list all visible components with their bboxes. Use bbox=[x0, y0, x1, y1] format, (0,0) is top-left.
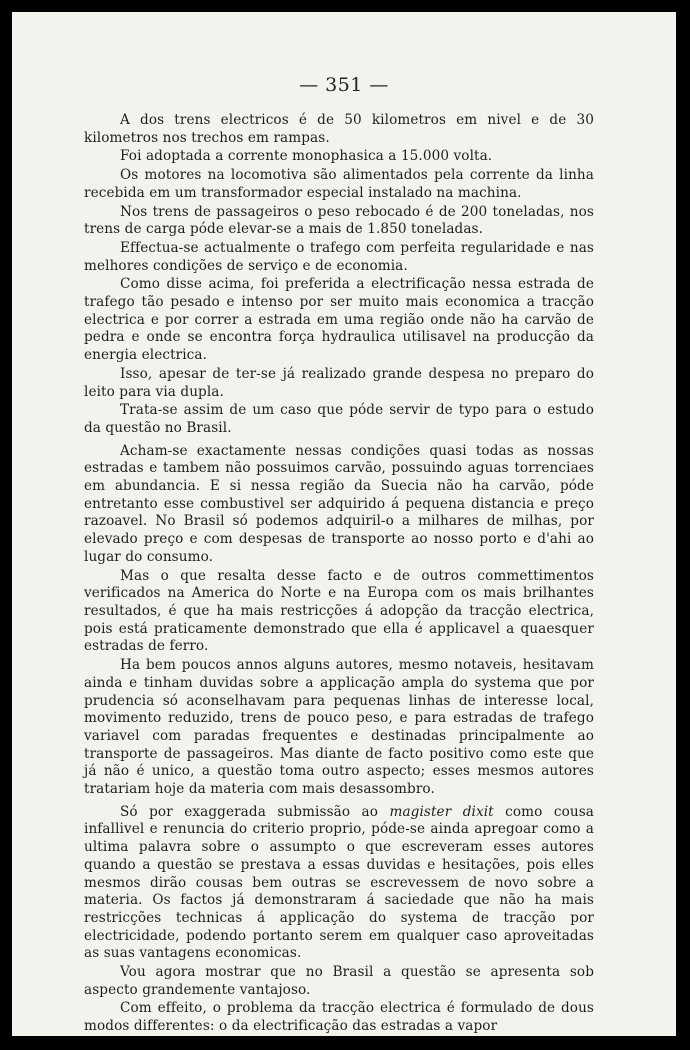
paragraph-current: Foi adoptada a corrente monophasica a 15.000 volta. bbox=[120, 148, 493, 165]
body-text bbox=[84, 112, 594, 1036]
magister-dixit-italic: magister dixit bbox=[389, 803, 494, 820]
paragraph-brazil-conditions: Acham-se exactamente nessas condições quasi todas as nossas estradas e tambem não possuimos carvão, possuindo aguas torrenciaes em abundancia. E si nessa região da Suecia não ha carvão, póde entretanto esse combustivel ser adquirido á pequena distancia e preço razoavel. No Brasil só podemos adquiril-o a milhares de milhas, por elevado preço e com despesas de transporte ao nosso porto e d'ahi ao lugar do consumo. bbox=[84, 442, 594, 565]
magister-rest: como cousa infallivel e renuncia do criterio proprio, póde-se ainda apregoar como a ultima palavra sobre o assumpto o que escreveram esses autores quando a questão se prestava a essas duvidas e hesitações, pois elles mesmos dirão cousas bem outras se escrevessem de novo sobre a materia. Os factos já demonstraram á saciedade que não ha mais restricções technicas á applicação do systema de tracção por electricidade, podendo portanto serem em qualquer caso aproveitadas as suas vantagens economicas. bbox=[84, 803, 594, 962]
paragraph-train-speeds: A dos trens electricos é de 50 kilometros em nivel e de 30 kilometros nos trechos em rampas. bbox=[84, 112, 594, 146]
paragraph-magister-dixit bbox=[84, 804, 594, 963]
page-number: — 351 — bbox=[299, 74, 389, 96]
paragraph-results: Mas o que resalta desse facto e de outros commettimentos verificados na America do Norte e na Europa com os mais brilhantes resultados, é que ha mais restricções á adopção da tracção electrica, pois está praticamente demonstrado que ella é applicavel a quaesquer estradas de ferro. bbox=[84, 567, 594, 655]
paragraph-double-track: Isso, apesar de ter-se já realizado grande despesa no preparo do leito para via dupla. bbox=[84, 365, 594, 400]
paragraph-electrification-reason: Como disse acima, foi preferida a electrificação nessa estrada de trafego tão pesado e intenso por ser muito mais economica a tracção electrica e por correr a estrada em uma região onde não ha carvão de pedra e onde se encontra força hydraulica utilisavel na producção da energia electrica. bbox=[84, 276, 594, 364]
paragraph-weights: Nos trens de passageiros o peso rebocado é de 200 toneladas, nos trens de carga póde elevar-se a mais de 1.850 toneladas. bbox=[84, 203, 594, 238]
paragraph-motors: Os motores na locomotiva são alimentados pela corrente da linha recebida em um transformador especial instalado na machina. bbox=[84, 167, 594, 201]
paragraph-problem: Com effeito, o problema da tracção electrica é formulado de dous modos differentes: o da electrificação das estradas a vapor bbox=[84, 1000, 594, 1035]
paragraph-traffic: Effectua-se actualmente o trafego com perfeita regularidade e nas melhores condições de serviço e de economia. bbox=[84, 239, 594, 274]
scanned-page bbox=[12, 12, 676, 1036]
paragraph-authors: Ha bem poucos annos alguns autores, mesmo notaveis, hesitavam ainda e tinham duvidas sobre a applicação ampla do systema que por prudencia só aconselhavam para pequenas linhas de interesse local, movimento reduzido, trens de pouco peso, e para estradas de trafego variavel com paradas frequentes e destinadas principalmente ao transporte de passageiros. Mas diante de facto positivo como este que já não é unico, a questão toma outro aspecto; esses mesmos autores tratariam hoje da materia com mais desassombro. bbox=[84, 657, 594, 798]
paragraph-brazil-aspect: Vou agora mostrar que no Brasil a questão se apresenta sob aspecto grandemente vantajoso. bbox=[84, 964, 594, 998]
paragraph-type-case: Trata-se assim de um caso que póde servir de typo para o estudo da questão no Brasil. bbox=[84, 402, 594, 436]
magister-intro: Só por exaggerada submissão ao bbox=[120, 803, 379, 820]
